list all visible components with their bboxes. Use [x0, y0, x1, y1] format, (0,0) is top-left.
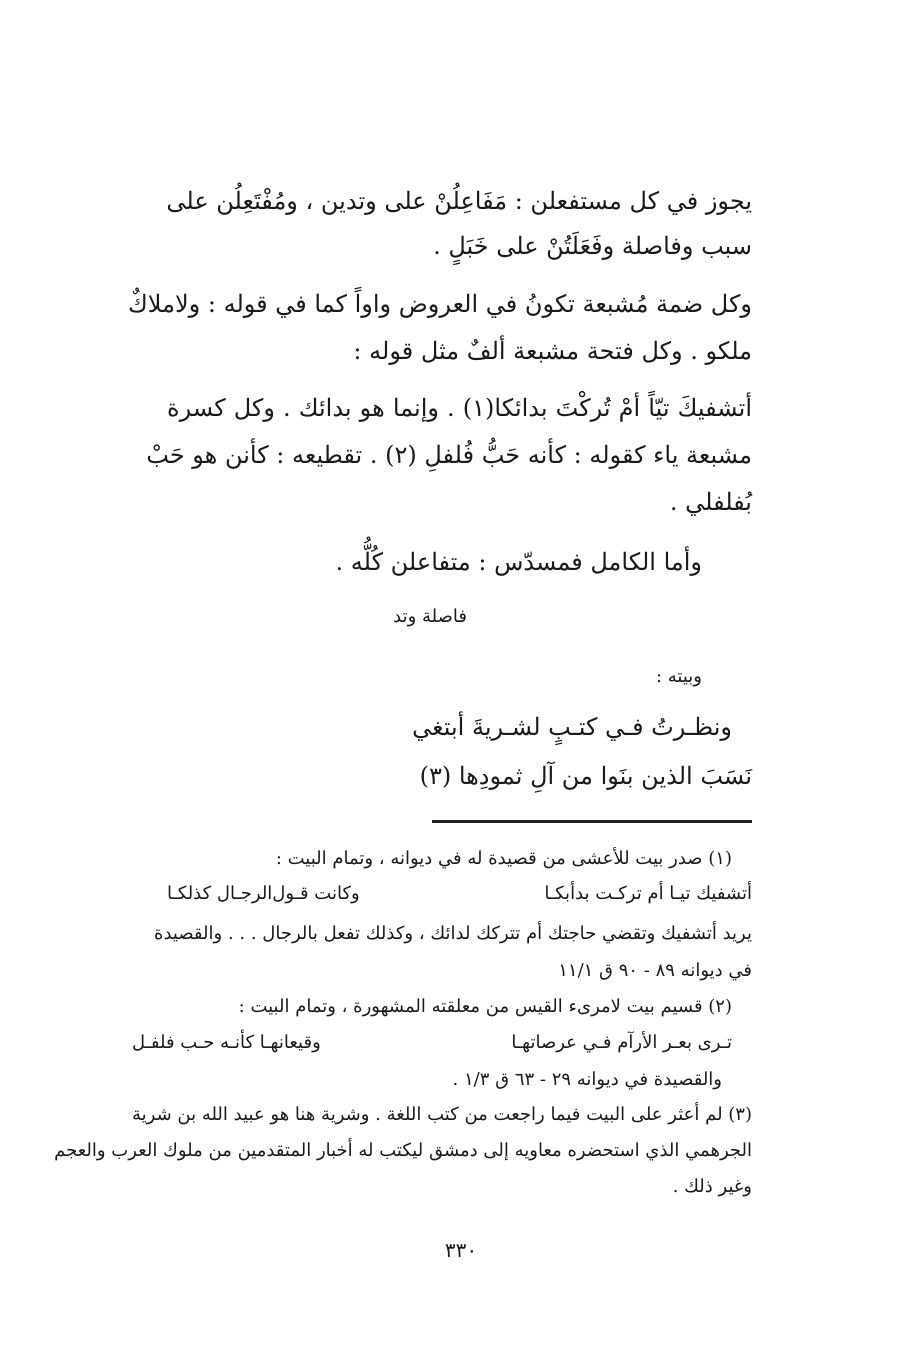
page-number: ٣٣٠	[444, 1238, 478, 1262]
body-paragraph-3-line-3: بُفلفلي .	[669, 488, 752, 516]
footnote-3-line-3: وغير ذلك .	[672, 1176, 752, 1197]
scansion-note: فاصلة وتد	[393, 606, 467, 627]
footnote-1-verse-first-hemistich: أتشفيك تيـا أم تركـت بدأبكـا	[544, 883, 752, 904]
body-paragraph-2-line-2: ملكو . وكل فتحة مشبعة ألفٌ مثل قوله :	[353, 337, 752, 365]
footnote-1-verse-second-hemistich: وكانت قـول‌الرجـال كذلكـا	[167, 883, 360, 904]
footnote-1-verse	[167, 883, 752, 905]
footnote-2-verse-second-hemistich: وقيعانهـا كأنـه حـب فلفـل	[132, 1032, 321, 1053]
body-paragraph-1-line-2: سبب وفاصلة وفَعَلَتُنْ على خَبَلٍ .	[433, 232, 752, 260]
footnote-2-intro: (٢) قسيم بيت لامرىء القيس من معلقته المشهورة ، وتمام البيت :	[238, 996, 732, 1017]
footnote-2-verse-first-hemistich: تـرى بعـر الأرآم فـي عرصاتهـا	[511, 1032, 732, 1053]
footnote-1-line-3: يريد أتشفيك وتقضي حاجتك أم تتركك لدائك ، وكذلك تفعل بالرجال . . . والقصيدة	[154, 923, 752, 944]
footnote-3-line-1: (٣) لم أعثر على البيت فيما راجعت من كتب اللغة . وشرية هنا هو عبيد الله بن شرية	[131, 1104, 752, 1125]
footnote-1-intro: (١) صدر بيت للأعشى من قصيدة له في ديوانه ، وتمام البيت :	[275, 848, 732, 869]
body-paragraph-3-line-1: أتشفيكَ تيّاً أمْ تُركْتَ بدائكا(١) . وإنما هو بدائك . وكل كسرة	[167, 394, 752, 422]
verse-line-2: نَسَبَ الذين بنَوا من آلِ ثمودِها (٣)	[419, 762, 752, 790]
body-paragraph-3-line-2: مشبعة ياء كقوله : كأنه حَبُّ فُلفلِ (٢) . تقطيعه : كأنن هو حَبْ	[146, 441, 752, 469]
verse-label: وبيته :	[655, 666, 702, 687]
body-paragraph-1-line-1: يجوز في كل مستفعلن : مَفَاعِلُنْ على وتدين ، ومُفْتَعِلُن على	[166, 187, 752, 215]
footnote-2-line-3: والقصيدة في ديوانه ٢٩ - ٦٣ ق ١/٣ .	[452, 1069, 722, 1090]
verse-line-1: ونظـرتُ فـي كتـبٍ لشـريةَ أبتغي	[412, 713, 732, 741]
body-paragraph-2-line-1: وكل ضمة مُشبعة تكونُ في العروض واواً كما في قوله : ولاملاكٌ	[128, 290, 752, 318]
body-paragraph-4-line-1: وأما الكامل فمسدّس : متفاعلن كُلُّه .	[335, 548, 702, 576]
footnote-1-line-4: في ديوانه ٨٩ - ٩٠ ق ١١/١	[558, 960, 752, 981]
footnote-2-verse	[132, 1032, 732, 1054]
footnote-3-line-2: الجرهمي الذي استحضره معاويه إلى دمشق ليكتب له أخبار المتقدمين من ملوك العرب والعجم	[54, 1140, 752, 1161]
footnote-divider	[432, 820, 752, 823]
